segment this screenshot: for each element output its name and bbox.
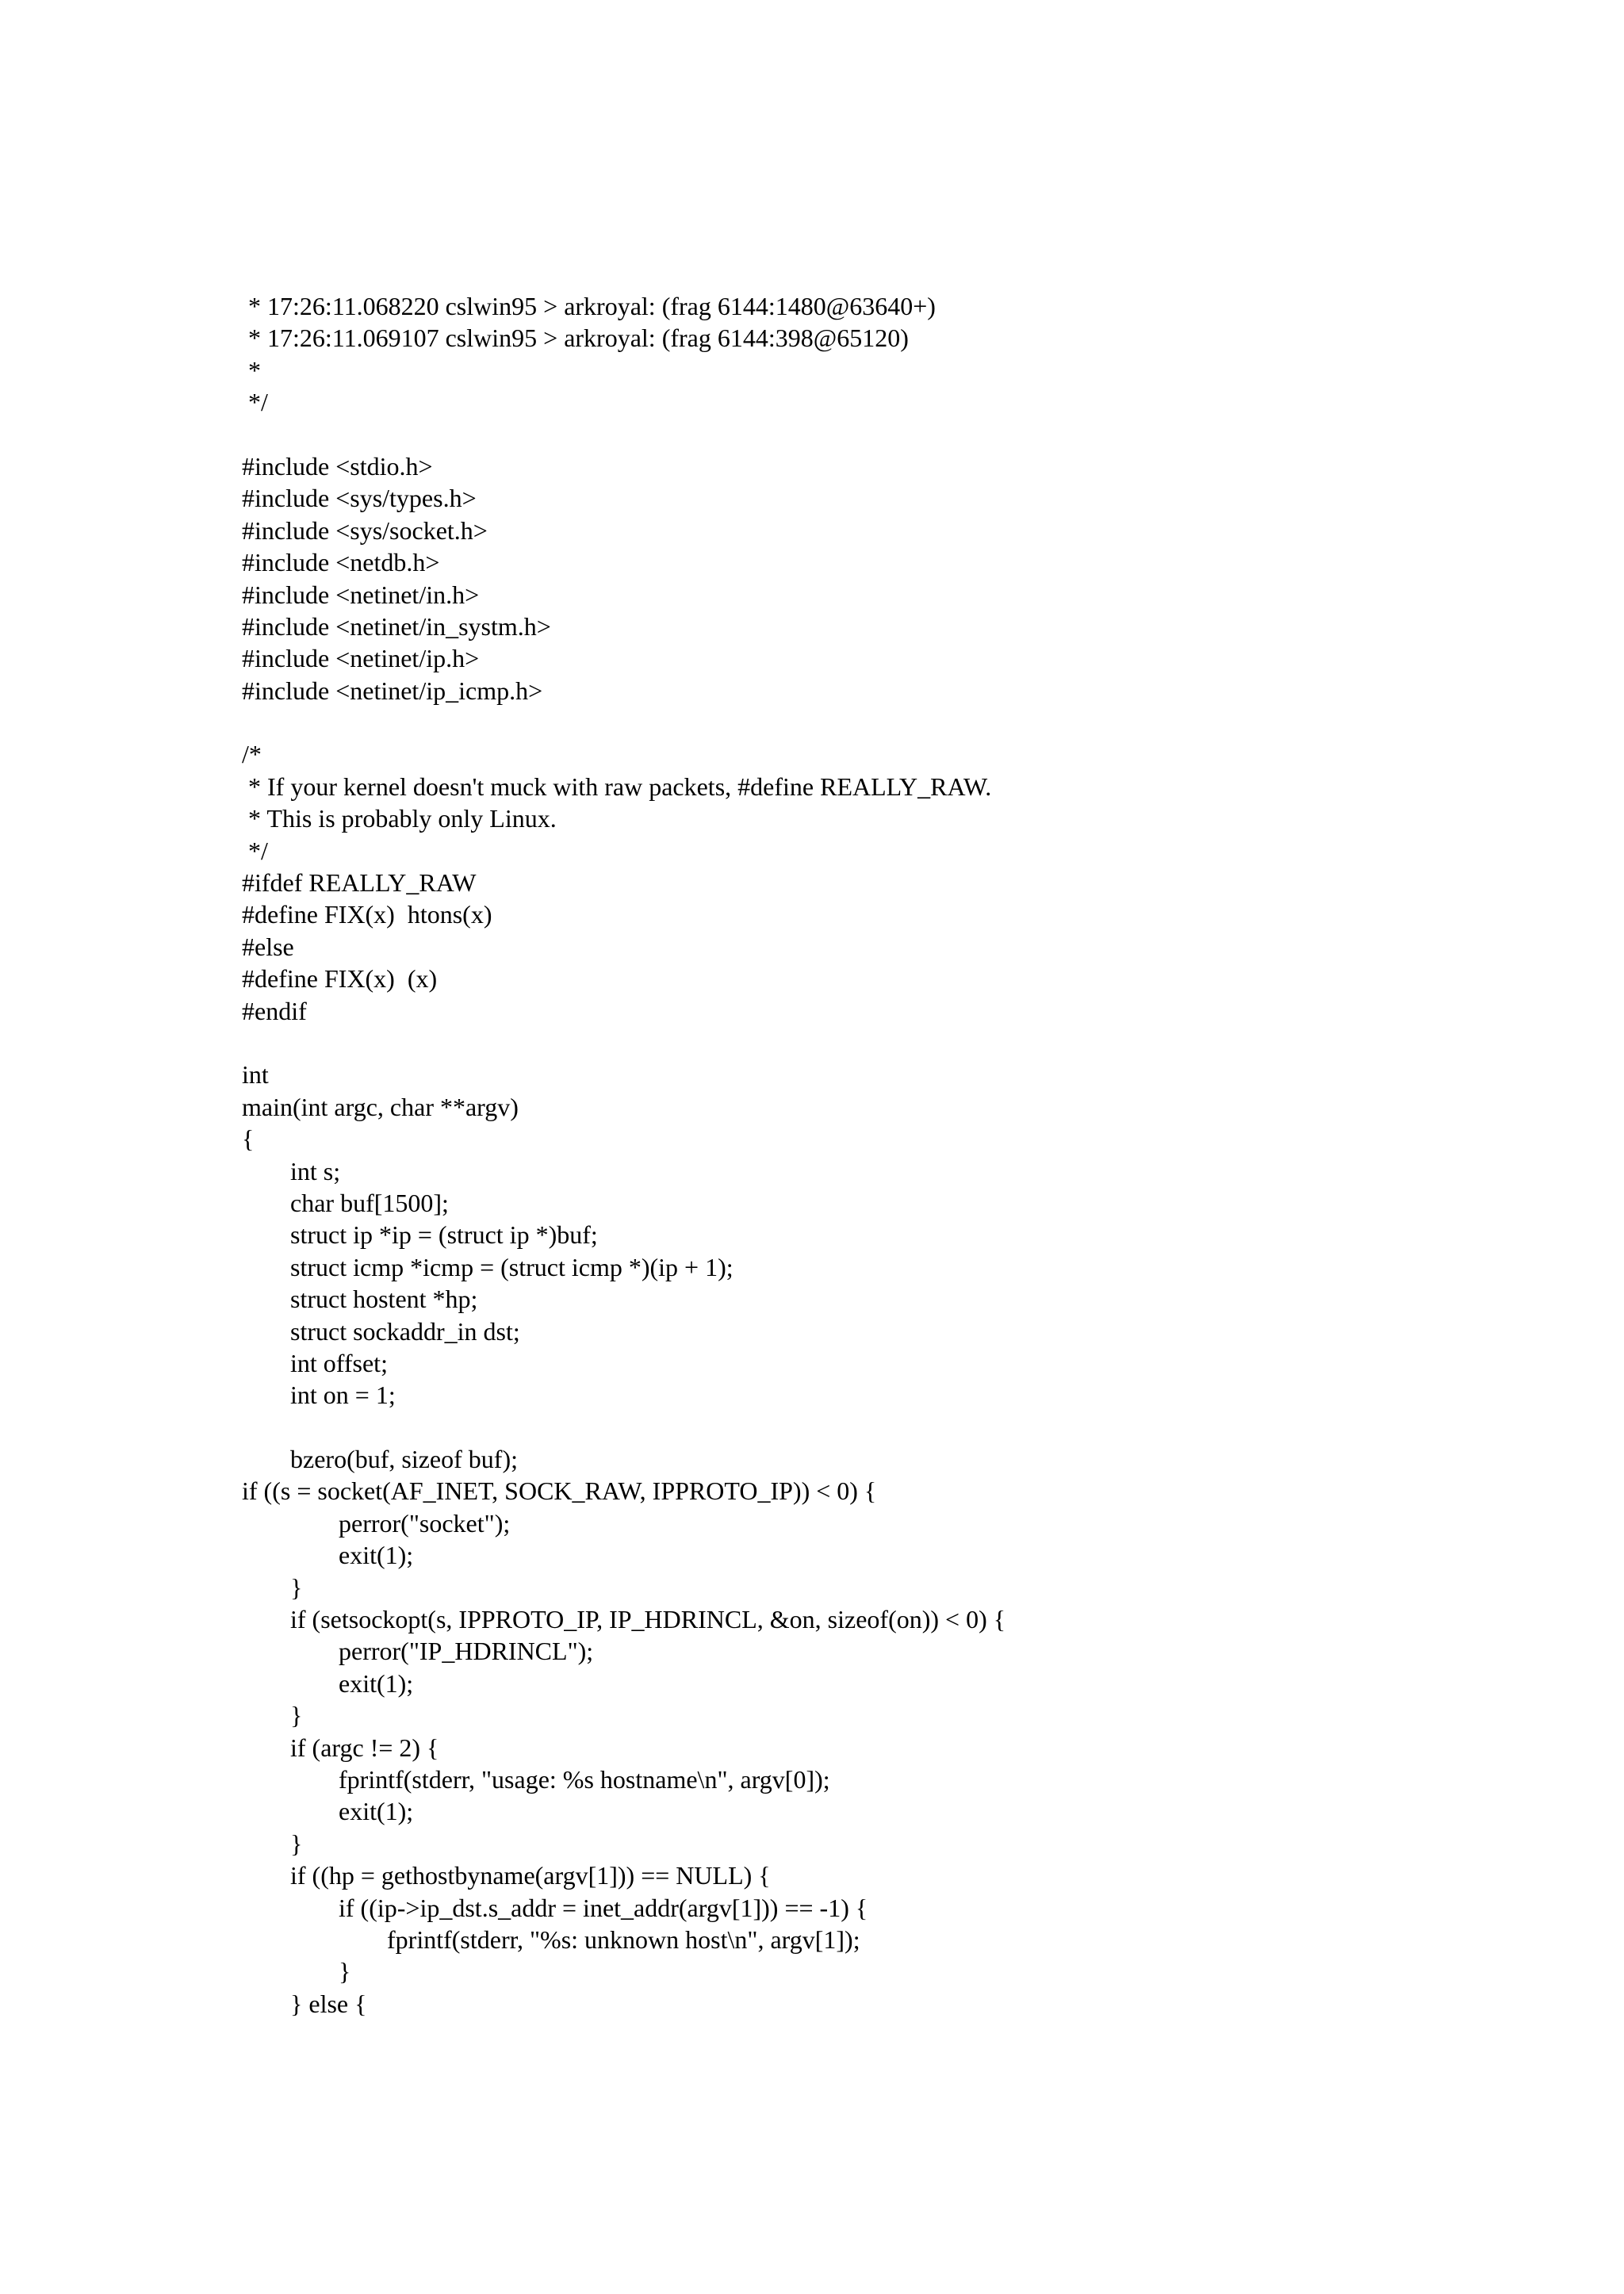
code-line: #include <netinet/ip.h> xyxy=(242,644,480,673)
code-line: * 17:26:11.068220 cslwin95 > arkroyal: (frag 6144:1480@63640+) xyxy=(242,292,936,320)
code-line: #include <netinet/in.h> xyxy=(242,580,480,609)
code-line: #define FIX(x) htons(x) xyxy=(242,900,492,929)
code-line xyxy=(242,419,1511,450)
code-line: exit(1); xyxy=(339,1541,414,1570)
code-line: perror("socket"); xyxy=(339,1508,511,1538)
code-line: struct sockaddr_in dst; xyxy=(290,1316,520,1346)
code-line: */ xyxy=(242,836,268,865)
code-line: #else xyxy=(242,932,294,961)
code-line: struct icmp *icmp = (struct icmp *)(ip + 1); xyxy=(290,1252,733,1281)
code-line: if (setsockopt(s, IPPROTO_IP, IP_HDRINCL, &on, sizeof(on)) < 0) { xyxy=(290,1605,1006,1634)
code-line: } xyxy=(339,1957,351,1986)
code-line xyxy=(242,1411,1511,1443)
code-line: * This is probably only Linux. xyxy=(242,804,557,833)
code-line: exit(1); xyxy=(339,1668,414,1698)
code-line: struct hostent *hp; xyxy=(290,1285,478,1314)
code-line: perror("IP_HDRINCL"); xyxy=(339,1637,594,1666)
code-line: fprintf(stderr, "usage: %s hostname\n", argv[0]); xyxy=(339,1764,830,1794)
code-line: if ((ip->ip_dst.s_addr = inet_addr(argv[1])) == -1) { xyxy=(339,1893,868,1922)
code-line: #include <stdio.h> xyxy=(242,451,433,481)
code-line: #include <netinet/in_systm.h> xyxy=(242,611,551,641)
code-line: } xyxy=(290,1572,303,1602)
code-line: #ifdef REALLY_RAW xyxy=(242,868,477,898)
code-line: } else { xyxy=(290,1989,367,2018)
code-line: /* xyxy=(242,740,262,769)
code-line: */ xyxy=(242,388,268,417)
code-line: * If your kernel doesn't muck with raw packets, #define REALLY_RAW. xyxy=(242,772,992,801)
code-line: bzero(buf, sizeof buf); xyxy=(290,1445,518,1474)
code-line: #endif xyxy=(242,996,307,1025)
code-line: main(int argc, char **argv) xyxy=(242,1092,519,1121)
code-line: #define FIX(x) (x) xyxy=(242,964,438,994)
code-line: struct ip *ip = (struct ip *)buf; xyxy=(290,1220,598,1250)
code-line: * 17:26:11.069107 cslwin95 > arkroyal: (frag 6144:398@65120) xyxy=(242,324,909,353)
code-line: #include <netdb.h> xyxy=(242,548,440,577)
code-line: int s; xyxy=(290,1156,341,1185)
code-line: int on = 1; xyxy=(290,1381,396,1410)
code-line: char buf[1500]; xyxy=(290,1188,449,1217)
code-line: #include <sys/types.h> xyxy=(242,484,477,513)
code-line: #include <netinet/ip_icmp.h> xyxy=(242,676,543,705)
code-line: } xyxy=(290,1829,303,1858)
code-line: if ((hp = gethostbyname(argv[1])) == NULL) { xyxy=(290,1861,771,1890)
code-line: int xyxy=(242,1060,269,1090)
code-line xyxy=(242,1027,1511,1059)
code-line: fprintf(stderr, "%s: unknown host\n", argv[1]); xyxy=(387,1924,860,1954)
code-line: } xyxy=(290,1701,303,1730)
code-line: #include <sys/socket.h> xyxy=(242,515,488,545)
code-listing xyxy=(242,290,1511,2020)
code-line: * xyxy=(242,355,261,385)
code-line: int offset; xyxy=(290,1348,388,1377)
code-line: if (argc != 2) { xyxy=(290,1733,439,1762)
code-line xyxy=(242,707,1511,738)
code-line: if ((s = socket(AF_INET, SOCK_RAW, IPPROTO_IP)) < 0) { xyxy=(242,1476,877,1506)
code-line: exit(1); xyxy=(339,1797,414,1826)
code-line: { xyxy=(242,1124,255,1154)
